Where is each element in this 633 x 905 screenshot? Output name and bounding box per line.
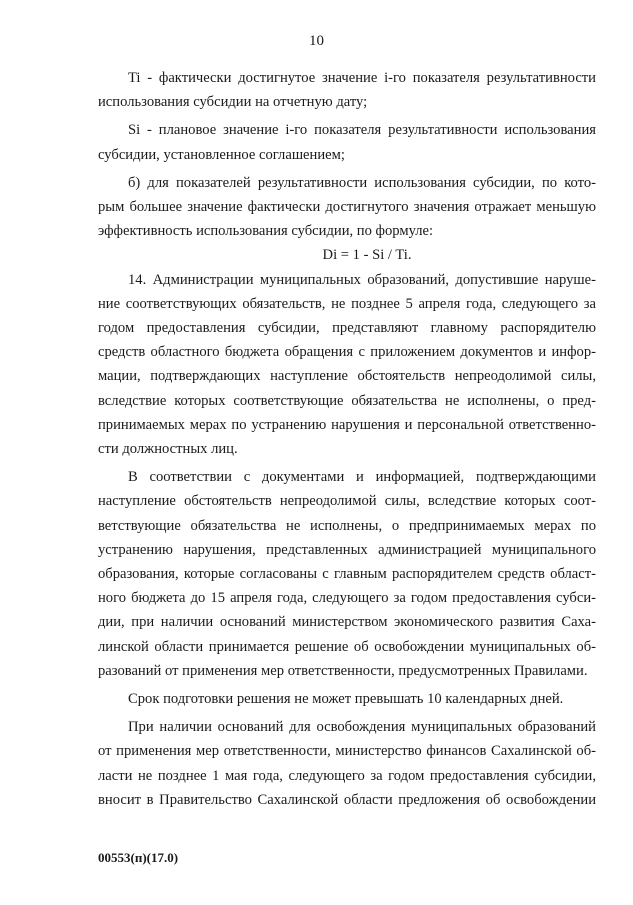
document-code: 00553(п)(17.0) [98, 850, 179, 865]
text-line: Срок подготовки решения не может превышать 10 календарных дней. [128, 691, 564, 708]
text-line: б) для показателей результативности использования субсидии, по кото- [128, 174, 596, 191]
text-line: дии, при наличии оснований министерством экономического развития Саха- [98, 614, 596, 631]
text-line: мации, подтверждающих наступление обстоятельств непреодолимой силы, [98, 368, 596, 385]
text-line: разований от применения мер ответственности, предусмотренных Правилами. [98, 662, 588, 679]
text-line: Ti - фактически достигнутое значение i-го показателя результативности [128, 70, 596, 86]
paragraph-ti [98, 66, 596, 114]
text-line: ние соответствующих обязательств, не позднее 5 апреля года, следующего за [98, 295, 596, 312]
text-line: средств областного бюджета обращения с приложением документов и инфор- [98, 344, 596, 361]
text-line: При наличии оснований для освобождения муниципальных образований [128, 719, 596, 736]
text-line: ного бюджета до 15 апреля года, следующего за годом предоставления субси- [98, 590, 596, 607]
page-number: 10 [309, 33, 324, 49]
paragraph-basis [98, 715, 596, 812]
text-line: от применения мер ответственности, министерство финансов Сахалинской об- [98, 743, 596, 760]
paragraph-b [98, 171, 596, 244]
text-line: субсидии, установленное соглашением; [98, 146, 345, 163]
text-line: линской области принимается решение об освобождении муниципальных об- [98, 638, 596, 655]
text-line: вследствие которых соответствующие обязательства не исполнены, о пред- [98, 392, 596, 409]
text-line: 14. Администрации муниципальных образований, допустившие наруше- [128, 271, 596, 288]
document-body [98, 66, 596, 812]
text-line: ветствующие обязательства не исполнены, о предпринимаемых мерах по [98, 517, 596, 534]
text-line: ласти не позднее 1 мая года, следующего за годом предоставления субсидии, [98, 767, 596, 784]
text-line: Si - плановое значение i-го показателя результативности использования [128, 122, 596, 139]
text-line: рым большее значение фактически достигнутого значения отражает меньшую [98, 199, 596, 216]
text-line: В соответствии с документами и информацией, подтверждающими [128, 469, 596, 486]
text-line: образования, которые согласованы с главным распорядителем средств област- [98, 566, 596, 583]
formula: Di = 1 - Si / Ti. [322, 247, 412, 264]
text-line: годом предоставления субсидии, представляют главному распорядителю [98, 320, 596, 337]
text-line: наступление обстоятельств непреодолимой силы, вследствие которых соот- [98, 493, 596, 510]
text-line: вносит в Правительство Сахалинской области предложения об освобождении [98, 791, 596, 808]
paragraph-14 [98, 268, 596, 462]
paragraph-si [98, 118, 596, 166]
text-line: принимаемых мерах по устранению нарушения и персональной ответственно- [98, 416, 596, 433]
text-line: устранению нарушения, представленных администрацией муниципального [98, 541, 596, 558]
paragraph-term [98, 687, 596, 711]
paragraph-accordance [98, 465, 596, 683]
text-line: сти должностных лиц. [98, 441, 238, 458]
text-line: эффективность использования субсидии, по формуле: [98, 223, 434, 240]
text-line: использования субсидии на отчетную дату; [98, 94, 368, 111]
